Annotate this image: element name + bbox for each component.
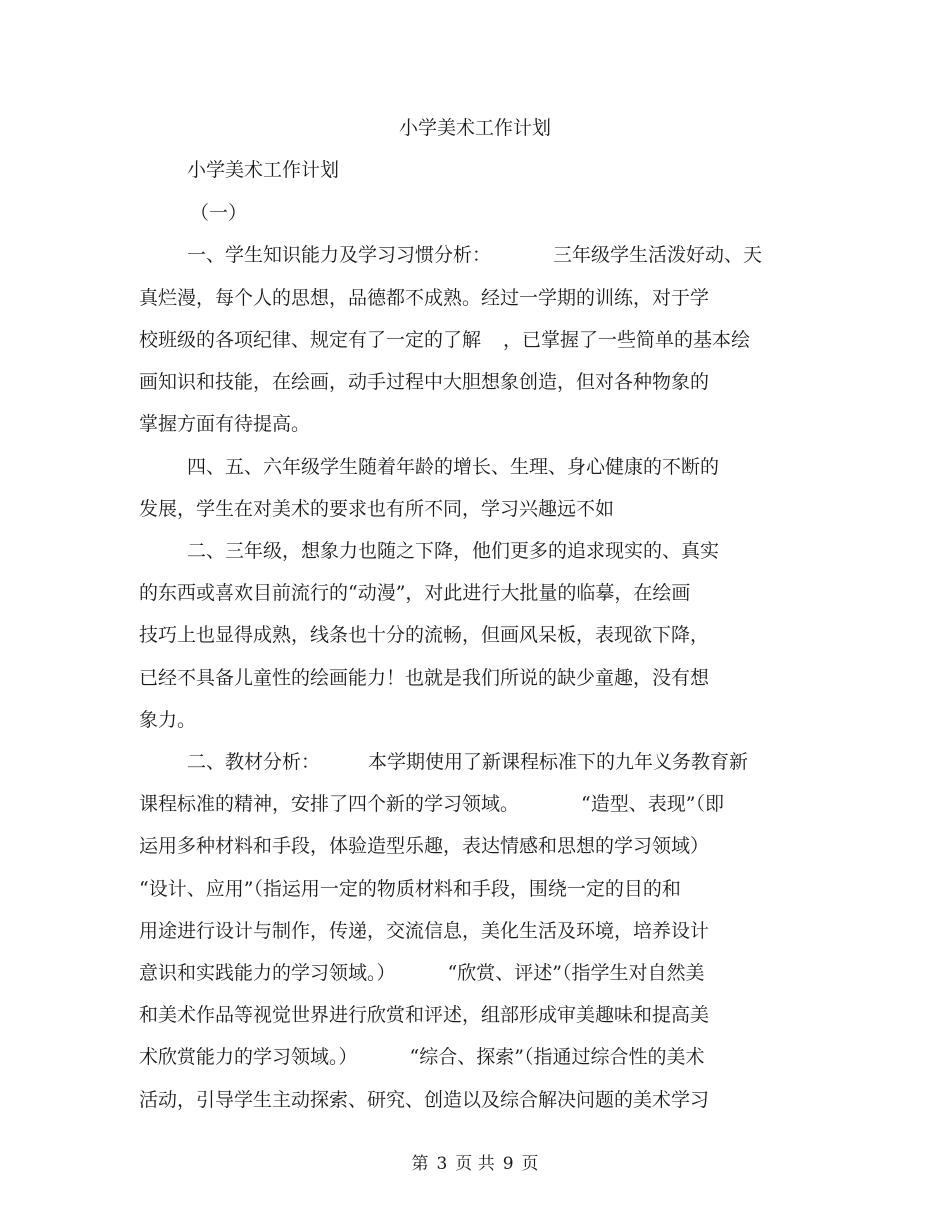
paragraph-line: 的东西或喜欢目前流行的“动漫”，对此进行大批量的临摹，在绘画 — [139, 582, 691, 604]
line-segment: ，已掌握了一些简单的基本绘 — [503, 329, 751, 351]
paragraph-line: 和美术作品等视觉世界进行欣赏和评述，组部形成审美趣味和提高美 — [139, 1004, 710, 1026]
paragraph-line: “设计、应用”（指运用一定的物质材料和手段，围绕一定的目的和 — [139, 878, 681, 900]
paragraph-line: 运用多种材料和手段，体验造型乐趣，表达情感和思想的学习领域） — [139, 835, 710, 857]
section-marker: （一） — [190, 202, 248, 224]
paragraph-line — [187, 748, 748, 776]
page-footer — [0, 1151, 950, 1177]
paragraph-line — [139, 959, 704, 987]
line-segment: “造型、表现”（即 — [581, 793, 724, 815]
paragraph-line — [187, 241, 762, 269]
footer-suffix: 页 — [521, 1154, 539, 1174]
paragraph-line: 活动，引导学生主动探索、研究、创造以及综合解决问题的美术学习 — [139, 1089, 710, 1111]
paragraph-line — [139, 790, 724, 818]
paragraph-line — [139, 326, 750, 354]
line-segment: 三年级学生活泼好动、天 — [553, 244, 763, 266]
paragraph-line: 掌握方面有待提高。 — [139, 413, 311, 435]
paragraph-line: 真烂漫，每个人的思想，品德都不成熟。经过一学期的训练，对于学 — [139, 287, 710, 309]
paragraph-line: 已经不具备儿童性的绘画能力！也就是我们所说的缺少童趣，没有想 — [139, 667, 710, 689]
current-page-number: 3 — [436, 1154, 448, 1174]
paragraph-line: 二、三年级，想象力也随之下降，他们更多的追求现实的、真实 — [187, 540, 720, 562]
line-segment: 一、学生知识能力及学习习惯分析： — [187, 244, 492, 266]
line-segment: “欣赏、评述”（指学生对自然美 — [447, 962, 705, 984]
footer-prefix: 第 — [411, 1154, 429, 1174]
line-segment: 课程标准的精神，安排了四个新的学习领域。 — [139, 793, 520, 815]
page-title: 小学美术工作计划 — [398, 117, 551, 139]
line-segment: 校班级的各项纪律、规定有了一定的了解 — [139, 329, 482, 351]
line-segment: 术欣赏能力的学习领域。） — [139, 1046, 358, 1068]
line-segment: “综合、探索”（指通过综合性的美术 — [409, 1046, 705, 1068]
paragraph-line: 发展，学生在对美术的要求也有所不同，学习兴趣远不如 — [139, 498, 615, 520]
footer-mid: 页 共 — [455, 1154, 495, 1174]
paragraph-line: 用途进行设计与制作，传递，交流信息，美化生活及环境，培养设计 — [139, 920, 710, 942]
total-page-count: 9 — [502, 1154, 514, 1174]
line-segment: 意识和实践能力的学习领域。） — [139, 962, 396, 984]
line-segment: 二、教材分析： — [187, 751, 321, 773]
paragraph-line: 画知识和技能，在绘画，动手过程中大胆想象创造，但对各种物象的 — [139, 371, 710, 393]
line-segment: 本学期使用了新课程标准下的九年义务教育新 — [368, 751, 749, 773]
paragraph-line: 四、五、六年级学生随着年龄的增长、生理、身心健康的不断的 — [187, 456, 720, 478]
document-subtitle: 小学美术工作计划 — [187, 159, 340, 181]
paragraph-line: 技巧上也显得成熟，线条也十分的流畅，但画风呆板，表现欲下降， — [139, 624, 710, 646]
paragraph-line: 象力。 — [139, 709, 197, 731]
paragraph-line — [139, 1043, 704, 1071]
